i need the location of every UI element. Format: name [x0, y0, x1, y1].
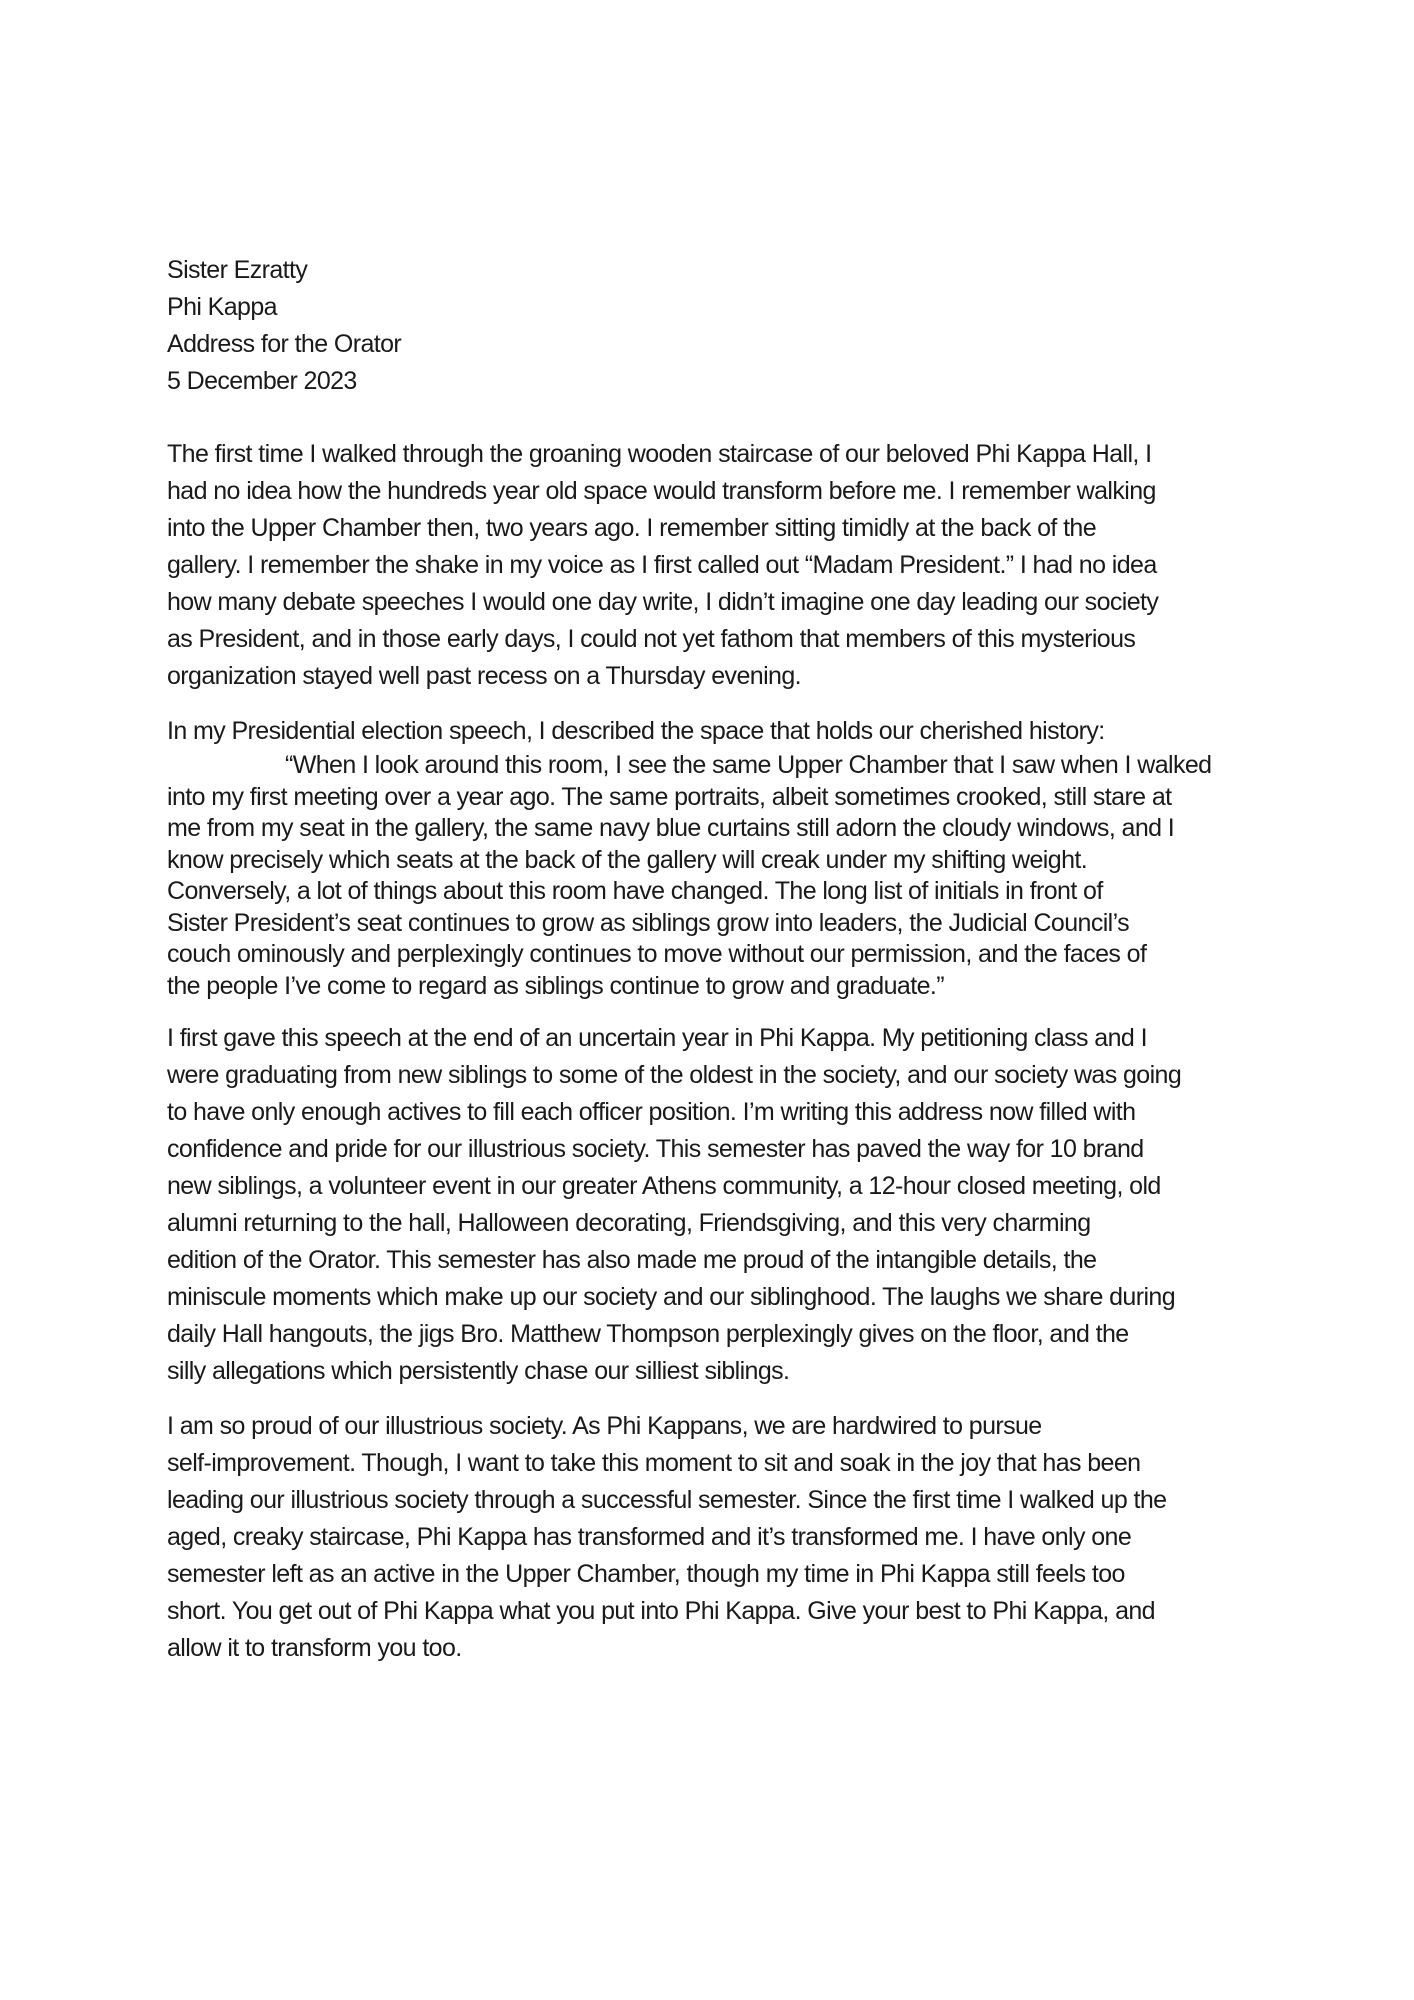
- paragraph-2-intro: [167, 713, 1277, 750]
- paragraph-line: In my Presidential election speech, I described the space that holds our cherished history:: [167, 717, 1105, 745]
- quote-line: Conversely, a lot of things about this room have changed. The long list of initials in front of: [167, 877, 1103, 905]
- document-body: [167, 252, 1277, 1667]
- paragraph-1: [167, 436, 1277, 695]
- election-speech-quote: [167, 750, 1277, 1002]
- paragraph-line: gallery. I remember the shake in my voice as I first called out “Madam President.” I had no idea: [167, 551, 1157, 579]
- paragraph-line: short. You get out of Phi Kappa what you put into Phi Kappa. Give your best to Phi Kappa, and: [167, 1597, 1155, 1625]
- paragraph-line: daily Hall hangouts, the jigs Bro. Matthew Thompson perplexingly gives on the floor, and the: [167, 1320, 1129, 1348]
- organization-line: Phi Kappa: [167, 293, 277, 321]
- paragraph-line: I am so proud of our illustrious society. As Phi Kappans, we are hardwired to pursue: [167, 1412, 1042, 1440]
- paragraph-line: I first gave this speech at the end of an uncertain year in Phi Kappa. My petitioning class and I: [167, 1024, 1147, 1052]
- date-line: 5 December 2023: [167, 367, 357, 395]
- paragraph-line: semester left as an active in the Upper Chamber, though my time in Phi Kappa still feels too: [167, 1560, 1125, 1588]
- quote-line: the people I’ve come to regard as siblings continue to grow and graduate.”: [167, 971, 944, 1000]
- paragraph-line: alumni returning to the hall, Halloween decorating, Friendsgiving, and this very charming: [167, 1209, 1091, 1237]
- paragraph-line: as President, and in those early days, I could not yet fathom that members of this mysterious: [167, 625, 1136, 653]
- paragraph-line: to have only enough actives to fill each officer position. I’m writing this address now filled with: [167, 1098, 1136, 1126]
- paragraph-3: [167, 1020, 1277, 1390]
- paragraph-line: had no idea how the hundreds year old space would transform before me. I remember walking: [167, 477, 1156, 505]
- quote-line: into my first meeting over a year ago. The same portraits, albeit sometimes crooked, still stare at: [167, 782, 1172, 811]
- paragraph-line: organization stayed well past recess on a Thursday evening.: [167, 662, 801, 690]
- paragraph-line: self-improvement. Though, I want to take this moment to sit and soak in the joy that has been: [167, 1449, 1141, 1477]
- paragraph-line: aged, creaky staircase, Phi Kappa has transformed and it’s transformed me. I have only one: [167, 1523, 1132, 1551]
- paragraph-line: edition of the Orator. This semester has also made me proud of the intangible details, the: [167, 1246, 1097, 1274]
- author-line: Sister Ezratty: [167, 256, 308, 284]
- quote-line: Sister President’s seat continues to grow as siblings grow into leaders, the Judicial Council’s: [167, 908, 1130, 937]
- paragraph-line: were graduating from new siblings to some of the oldest in the society, and our society was going: [167, 1061, 1182, 1089]
- paragraph-line: into the Upper Chamber then, two years ago. I remember sitting timidly at the back of the: [167, 514, 1097, 542]
- paragraph-4: [167, 1408, 1277, 1667]
- quote-line: me from my seat in the gallery, the same navy blue curtains still adorn the cloudy windows, and I: [167, 814, 1175, 842]
- paragraph-line: confidence and pride for our illustrious society. This semester has paved the way for 10 brand: [167, 1135, 1144, 1163]
- paragraph-line: miniscule moments which make up our society and our siblinghood. The laughs we share during: [167, 1283, 1176, 1311]
- paragraph-line: silly allegations which persistently chase our silliest siblings.: [167, 1357, 790, 1385]
- paragraph-line: how many debate speeches I would one day write, I didn’t imagine one day leading our society: [167, 588, 1159, 616]
- letter-header: [167, 252, 1277, 400]
- paragraph-line: leading our illustrious society through a successful semester. Since the first time I walked up the: [167, 1486, 1167, 1514]
- quote-line: know precisely which seats at the back of the gallery will creak under my shifting weight.: [167, 845, 1088, 874]
- paragraph-line: The first time I walked through the groaning wooden staircase of our beloved Phi Kappa Hall, I: [167, 440, 1152, 468]
- quote-line: “When I look around this room, I see the same Upper Chamber that I saw when I walked: [285, 751, 1212, 779]
- title-line: Address for the Orator: [167, 330, 402, 358]
- paragraph-line: allow it to transform you too.: [167, 1634, 462, 1662]
- quote-line: couch ominously and perplexingly continues to move without our permission, and the faces of: [167, 940, 1147, 968]
- paragraph-line: new siblings, a volunteer event in our greater Athens community, a 12-hour closed meeting, old: [167, 1172, 1161, 1200]
